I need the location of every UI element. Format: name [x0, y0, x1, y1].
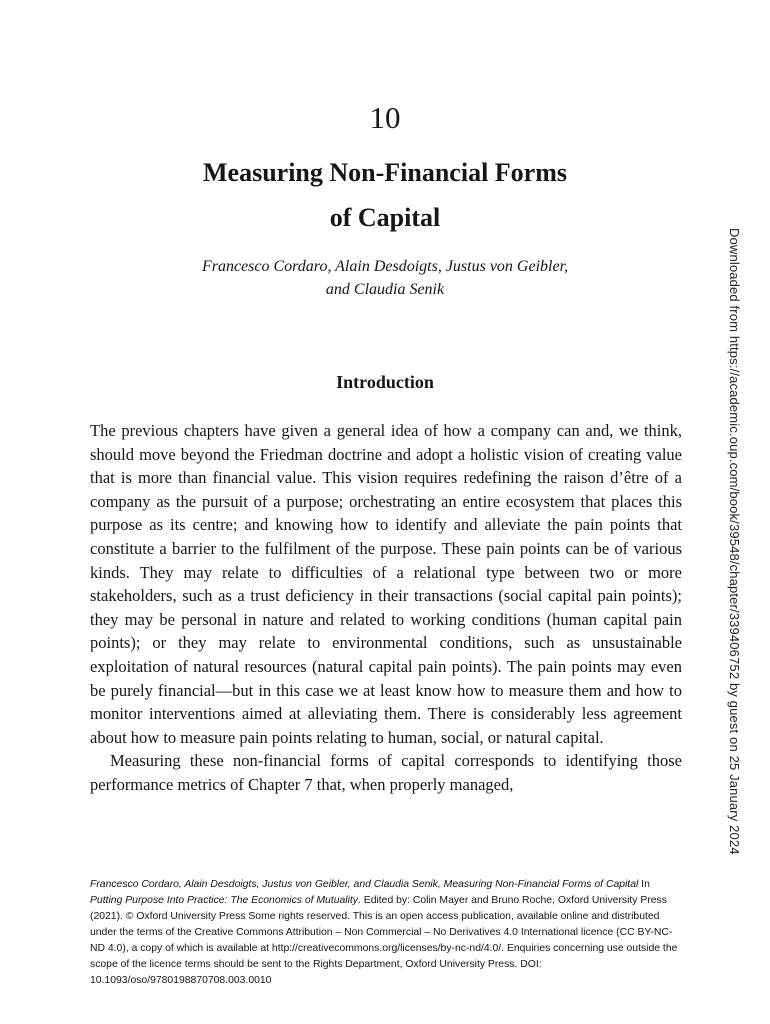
chapter-title-line-1: Measuring Non-Financial Forms: [203, 158, 567, 187]
download-notice: [722, 228, 746, 860]
footnote-details: . Edited by: Colin Mayer and Bruno Roche, Oxford University Press (2021). © Oxford University Press Some rights reserved. This is an open access publication, available online and distributed under the terms of the Creative Commons Attribution – Non Commercial – No Derivatives 4.0 International licence (CC BY-NC-ND 4.0), a copy of which is available at http://creativecommons.org/licenses/by-nc-nd/4.0/. Enquiries concerning use outside the scope of the licence terms should be sent to the Rights Department, Oxford University Press. DOI: 10.1093/oso/9780198870708.003.0010: [90, 895, 678, 986]
body-paragraph-2: Measuring these non-financial forms of capital corresponds to identifying those performance metrics of Chapter 7 that, when properly managed,: [90, 751, 682, 794]
body-paragraph-1: The previous chapters have given a general idea of how a company can and, we think, should move beyond the Friedman doctrine and adopt a holistic vision of creating value that is more than financial value. This vision requires redefining the raison d’être of a company as the pursuit of a purpose; orchestrating an entire ecosystem that places this purpose as its centre; and knowing how to identify and alleviate the pain points that constitute a barrier to the fulfilment of the purpose. These pain points can be of various kinds. They may relate to difficulties of a relational type between two or more stakeholders, such as a trust deficiency in their transactions (social capital pain points); they may be personal in nature and related to working conditions (human capital pain points); or they may relate to environmental conditions, such as unsustainable exploitation of natural resources (natural capital pain points). The pain points may even be purely financial—but in this case we at least know how to measure them and how to monitor interventions aimed at alleviating them. There is considerably less agreement about how to measure pain points relating to human, social, or natural capital.: [90, 421, 682, 747]
chapter-title: [90, 150, 680, 240]
footnote-text: [90, 877, 682, 989]
body-text: [90, 419, 682, 797]
footnote-authors: Francesco Cordaro, Alain Desdoigts, Justus von Geibler, and Claudia Senik,: [90, 879, 444, 890]
authors-line-1: Francesco Cordaro, Alain Desdoigts, Justus von Geibler,: [201, 258, 569, 275]
section-heading: Introduction: [336, 372, 434, 392]
citation-footnote: [90, 877, 682, 989]
chapter-number: 10: [369, 100, 401, 135]
download-notice-text: Downloaded from https://academic.oup.com/book/39548/chapter/339406752 by guest on 25 January 2024: [727, 228, 742, 855]
footnote-book-title: Putting Purpose Into Practice: The Economics of Mutuality: [90, 895, 358, 906]
footnote-chapter-title: Measuring Non-Financial Forms of Capital: [443, 879, 639, 890]
authors-line-2: and Claudia Senik: [325, 281, 445, 298]
chapter-authors: [120, 255, 650, 301]
chapter-title-line-2: of Capital: [329, 203, 441, 232]
footnote-in: In: [638, 879, 650, 890]
